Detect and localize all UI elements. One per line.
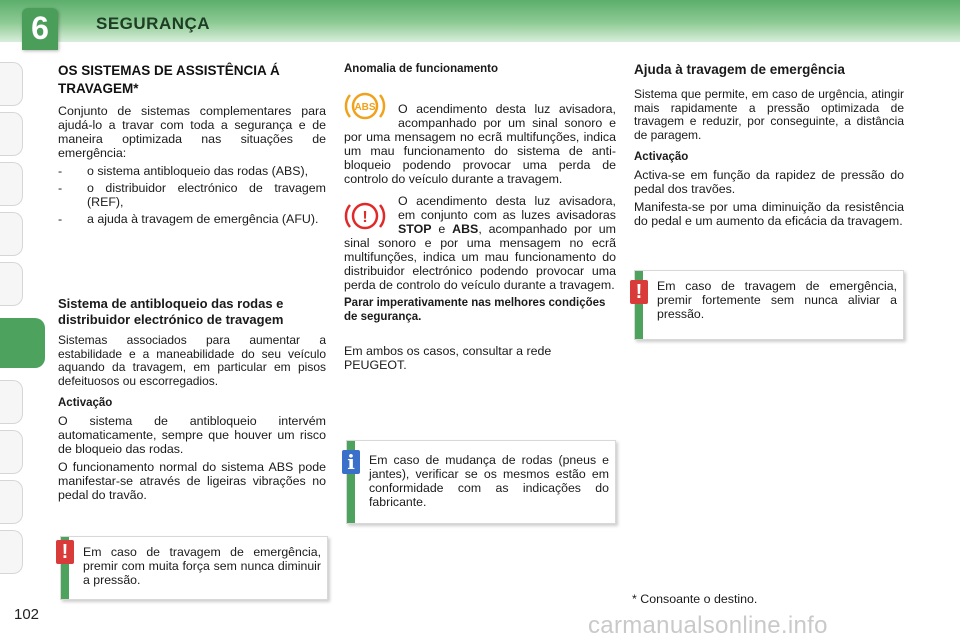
warning-note-text: Em caso de travagem de emergência, premir com muita força sem nunca diminuir a pressão.	[83, 545, 321, 587]
page-number: 102	[14, 606, 40, 623]
abs-intro: Sistemas associados para aumentar a estabilidade e a maneabilidade do seu veículo aquando da travagem, em particular em pisos defeituosos ou escorregadios.	[58, 333, 326, 388]
afu-text-2: Manifesta-se por uma diminuição da resistência do pedal e um aumento da eficácia da travagem.	[634, 200, 904, 228]
activation-text-1: O sistema de antibloqueio intervém automaticamente, sempre que houver um risco de bloqueio das rodas.	[58, 414, 326, 456]
activation-text-2: O funcionamento normal do sistema ABS pode manifestar-se através de ligeiras vibrações no pedal do travão.	[58, 460, 326, 502]
consult-text: Em ambos os casos, consultar a rede PEUGEOT.	[344, 344, 552, 372]
stop-safely-heading: Parar imperativamente nas melhores condições de segurança.	[344, 297, 606, 323]
afu-intro: Sistema que permite, em caso de urgência, atingir mais rapidamente a pressão optimizada de travagem e reduzir, por conseguinte, a distância de paragem.	[634, 87, 904, 142]
section-heading-afu: Ajuda à travagem de emergência	[634, 62, 845, 77]
stop-lamp-label: STOP	[398, 222, 432, 236]
afu-text-1: Activa-se em função da rapidez de pressão do pedal dos travões.	[634, 168, 904, 196]
section-heading-assist: OS SISTEMAS DE ASSISTÊNCIA Á TRAVAGEM*	[58, 63, 280, 96]
side-tab-active[interactable]	[0, 318, 45, 368]
side-tab-3[interactable]	[0, 162, 23, 206]
column-1	[58, 62, 326, 230]
abs-lamp-label: ABS	[354, 102, 376, 113]
side-tab-8[interactable]	[0, 430, 23, 474]
side-tab-2[interactable]	[0, 112, 23, 156]
column-1-abs	[58, 296, 326, 506]
warning-icon: !	[630, 280, 648, 304]
anomaly-text-1: O acendimento desta luz avisadora, acompanhado por um sinal sonoro e por uma mensagem no ecrã multifunções, indica um mau funcionamento do sistema de anti-bloqueio podendo provocar uma perda de controlo do veículo durante a travagem.	[344, 102, 616, 186]
activation-heading: Activação	[58, 397, 113, 409]
list-item: - o distribuidor electrónico de travagem (REF),	[58, 181, 326, 209]
info-icon: i	[342, 450, 360, 474]
brake-warning-lamp-icon	[344, 198, 386, 234]
intro-text: Conjunto de sistemas complementares para ajudá-lo a travar com toda a segurança e de maneira optimizada nas situações de emergência:	[58, 104, 326, 160]
column-2	[344, 62, 616, 376]
brake-lamp-label: !	[362, 209, 368, 226]
footnote: * Consoante o destino.	[632, 592, 758, 606]
anomaly-text-2-and: e	[431, 222, 453, 236]
abs-warning-lamp-icon	[344, 88, 386, 124]
info-note-text: Em caso de mudança de rodas (pneus e jantes), verificar se os mesmos estão em conformidade com as indicações do fabricante.	[369, 453, 609, 509]
warning-note-2	[634, 270, 904, 340]
column-3	[634, 62, 904, 232]
anomaly-text-2-a: O acendimento desta luz avisadora, em conjunto com as luzes avisadoras	[398, 194, 616, 222]
warning-icon: !	[56, 540, 74, 564]
afu-activation-heading: Activação	[634, 151, 689, 163]
side-tab-5[interactable]	[0, 262, 23, 306]
anomaly-heading: Anomalia de funcionamento	[344, 63, 498, 75]
side-tab-4[interactable]	[0, 212, 23, 256]
side-tab-10[interactable]	[0, 530, 23, 574]
info-note	[346, 440, 616, 524]
warning-note-1	[60, 536, 328, 600]
page-title: SEGURANÇA	[96, 14, 211, 33]
side-tab-7[interactable]	[0, 380, 23, 424]
chapter-tab	[22, 8, 58, 50]
chapter-number: 6	[31, 10, 49, 46]
section-heading-abs: Sistema de antibloqueio das rodas e distribuidor electrónico de travagem	[58, 296, 284, 327]
system-list	[58, 164, 326, 226]
list-item: - a ajuda à travagem de emergência (AFU).	[58, 212, 326, 226]
watermark: carmanualsonline.info	[588, 612, 828, 639]
abs-lamp-text: ABS	[452, 222, 479, 236]
list-item: - o sistema antibloqueio das rodas (ABS),	[58, 164, 326, 178]
anomaly-text-2-b: , acompanhado por um sinal sonoro e por uma mensagem no ecrã multifunções, indica um mau funcionamento do distribuidor electrónico podendo provocar uma perda de controlo do veículo durante a travagem.	[344, 222, 616, 292]
side-tab-1[interactable]	[0, 62, 23, 106]
side-tab-9[interactable]	[0, 480, 23, 524]
warning-note-text-2: Em caso de travagem de emergência, premir fortemente sem nunca aliviar a pressão.	[657, 279, 897, 321]
